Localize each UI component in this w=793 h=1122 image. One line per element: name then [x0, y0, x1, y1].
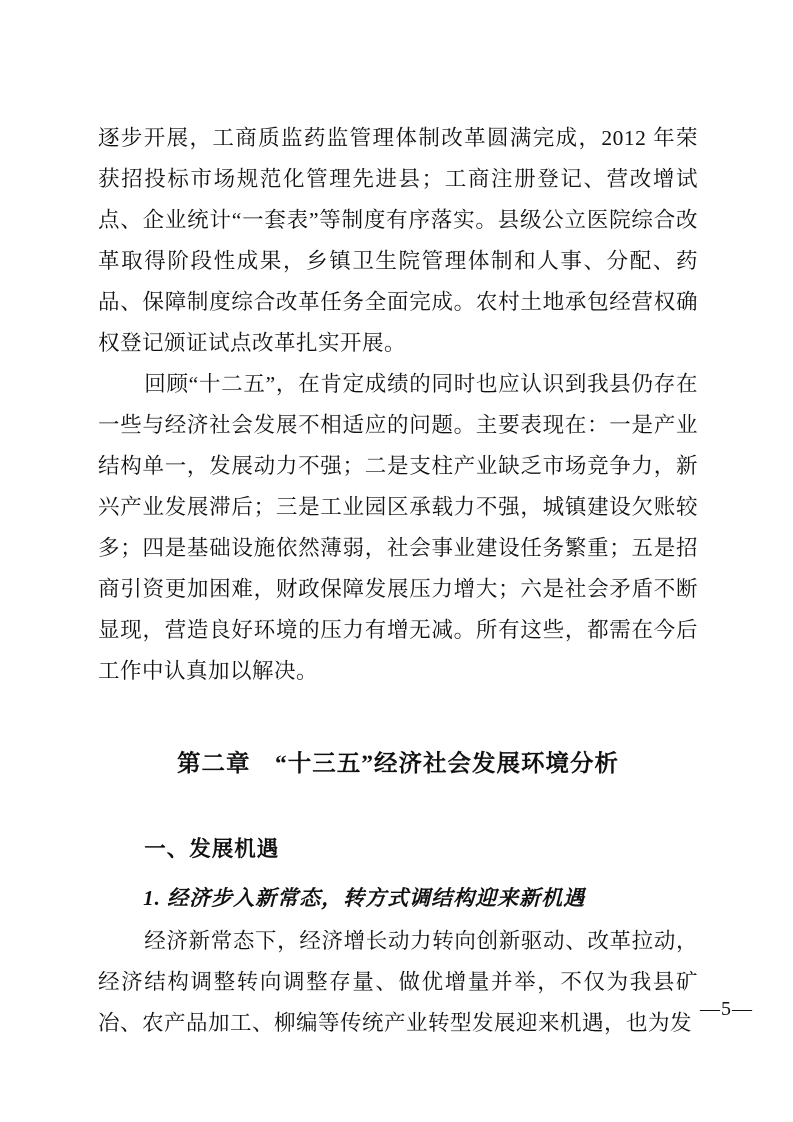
subsection-heading-new-normal: 1. 经济步入新常态，转方式调结构迎来新机遇: [143, 886, 586, 910]
paragraph-continuation: 逐步开展，工商质监药监管理体制改革圆满完成，2012 年荣获招投标市场规范化管理先进县；工商注册登记、营改增试点、企业统计“一套表”等制度有序落实。县级公立医院综合改革取得阶段性成果，乡镇卫生院管理体制和人事、分配、药品、保障制度综合改革任务全面完成。农村土地承包经营权确权登记颁证试点改革扎实开展。: [98, 126, 698, 355]
chapter-heading: 第二章 “十三五”经济社会发展环境分析: [177, 751, 619, 777]
paragraph-review-shierwu: 回顾“十二五”，在肯定成绩的同时也应认识到我县仍存在一些与经济社会发展不相适应的问题。主要表现在：一是产业结构单一，发展动力不强；二是支柱产业缺乏市场竞争力，新兴产业发展滞后；三是工业园区承载力不强，城镇建设欠账较多；四是基础设施依然薄弱，社会事业建设任务繁重；五是招商引资更加困难，财政保障发展压力增大；六是社会矛盾不断显现，营造良好环境的压力有增无减。所有这些，都需在今后工作中认真加以解决。: [98, 372, 698, 683]
paragraph-new-normal: 经济新常态下，经济增长动力转向创新驱动、改革拉动，经济结构调整转向调整存量、做优增量并举，不仅为我县矿冶、农产品加工、柳编等传统产业转型发展迎来机遇，也为发: [98, 929, 698, 1035]
section-heading-development-opportunities: 一、发展机遇: [144, 837, 280, 861]
page-number: —5—: [700, 998, 753, 1020]
